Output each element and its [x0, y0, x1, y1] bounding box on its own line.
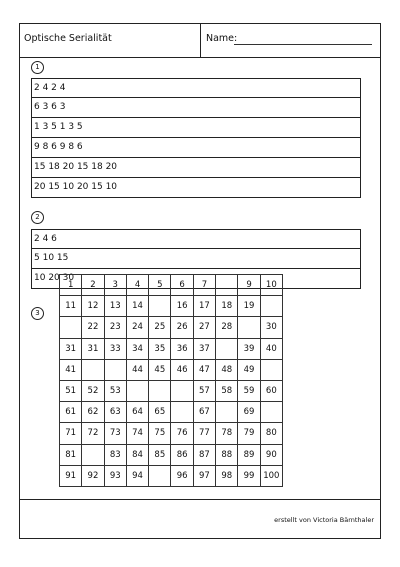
hundred-chart-cell: 10	[260, 275, 282, 296]
hundred-chart-cell: 84	[126, 444, 148, 465]
hundred-chart-empty-cell[interactable]	[82, 444, 104, 465]
header-separator	[20, 57, 380, 58]
hundred-chart-empty-cell[interactable]	[260, 359, 282, 380]
hundred-chart-cell: 36	[171, 338, 193, 359]
hundred-chart-cell: 94	[126, 465, 148, 486]
hundred-chart-cell: 23	[104, 317, 126, 338]
hundred-chart-cell: 80	[260, 423, 282, 444]
footer-separator	[20, 499, 380, 500]
hundred-chart-cell: 65	[149, 402, 171, 423]
hundred-chart-cell: 6	[171, 275, 193, 296]
hundred-chart-cell: 88	[216, 444, 238, 465]
hundred-chart-cell: 67	[193, 402, 215, 423]
hundred-chart-row	[60, 402, 283, 423]
hundred-chart-empty-cell[interactable]	[60, 317, 82, 338]
hundred-chart-cell: 46	[171, 359, 193, 380]
hundred-chart-cell: 35	[149, 338, 171, 359]
hundred-chart-cell: 1	[60, 275, 82, 296]
hundred-chart-empty-cell[interactable]	[149, 296, 171, 317]
hundred-chart-cell: 47	[193, 359, 215, 380]
hundred-chart-cell: 24	[126, 317, 148, 338]
hundred-chart-row	[60, 338, 283, 359]
hundred-chart-empty-cell[interactable]	[216, 402, 238, 423]
hundred-chart-cell: 2	[82, 275, 104, 296]
hundred-chart-cell: 51	[60, 380, 82, 401]
hundred-chart-row	[60, 359, 283, 380]
hundred-chart-cell: 31	[82, 338, 104, 359]
hundred-chart-cell: 96	[171, 465, 193, 486]
hundred-chart-cell: 18	[216, 296, 238, 317]
hundred-chart-cell: 78	[216, 423, 238, 444]
hundred-chart-cell: 48	[216, 359, 238, 380]
hundred-chart-cell: 92	[82, 465, 104, 486]
hundred-chart-cell: 57	[193, 380, 215, 401]
hundred-chart-cell: 53	[104, 380, 126, 401]
hundred-chart-row	[60, 380, 283, 401]
hundred-chart-cell: 26	[171, 317, 193, 338]
series-row: 15 18 20 15 18 20	[31, 158, 361, 178]
hundred-chart-cell: 9	[238, 275, 260, 296]
hundred-chart-cell: 13	[104, 296, 126, 317]
hundred-chart-cell: 73	[104, 423, 126, 444]
hundred-chart-empty-cell[interactable]	[171, 402, 193, 423]
hundred-chart-cell: 79	[238, 423, 260, 444]
hundred-chart-cell: 19	[238, 296, 260, 317]
section-1-number: 1	[31, 61, 44, 74]
hundred-chart-cell: 39	[238, 338, 260, 359]
hundred-chart-cell: 75	[149, 423, 171, 444]
hundred-chart-empty-cell[interactable]	[260, 296, 282, 317]
hundred-chart-cell: 74	[126, 423, 148, 444]
author-credit: erstellt von Victoria Bärnthaler	[274, 516, 374, 524]
hundred-chart-empty-cell[interactable]	[104, 359, 126, 380]
hundred-chart-cell: 77	[193, 423, 215, 444]
series-row: 6 3 6 3	[31, 98, 361, 118]
hundred-chart-empty-cell[interactable]	[126, 380, 148, 401]
hundred-chart-cell: 81	[60, 444, 82, 465]
hundred-chart-cell: 40	[260, 338, 282, 359]
hundred-chart-cell: 76	[171, 423, 193, 444]
hundred-chart-cell: 63	[104, 402, 126, 423]
series-row: 2 4 2 4	[31, 78, 361, 98]
header-divider	[200, 24, 201, 57]
hundred-chart-row	[60, 275, 283, 296]
hundred-chart-cell: 100	[260, 465, 282, 486]
hundred-chart-cell: 4	[126, 275, 148, 296]
hundred-chart-cell: 49	[238, 359, 260, 380]
hundred-chart-cell: 7	[193, 275, 215, 296]
series-row: 20 15 10 20 15 10	[31, 178, 361, 198]
hundred-chart-cell: 17	[193, 296, 215, 317]
hundred-chart-empty-cell[interactable]	[216, 275, 238, 296]
hundred-chart-cell: 87	[193, 444, 215, 465]
hundred-chart-cell: 86	[171, 444, 193, 465]
hundred-chart-cell: 83	[104, 444, 126, 465]
hundred-chart-empty-cell[interactable]	[149, 380, 171, 401]
hundred-chart-cell: 34	[126, 338, 148, 359]
hundred-chart-cell: 59	[238, 380, 260, 401]
hundred-chart-cell: 85	[149, 444, 171, 465]
hundred-chart-cell: 14	[126, 296, 148, 317]
hundred-chart-cell: 91	[60, 465, 82, 486]
series-row: 10 20 30	[31, 269, 361, 289]
hundred-chart-empty-cell[interactable]	[238, 317, 260, 338]
section-3-number: 3	[31, 307, 44, 320]
hundred-chart-cell: 27	[193, 317, 215, 338]
name-field-line[interactable]	[234, 44, 372, 45]
hundred-chart-row	[60, 444, 283, 465]
name-label: Name:	[206, 33, 238, 44]
hundred-chart-cell: 16	[171, 296, 193, 317]
hundred-chart-cell: 52	[82, 380, 104, 401]
hundred-chart-cell: 61	[60, 402, 82, 423]
hundred-chart-cell: 89	[238, 444, 260, 465]
hundred-chart-cell: 64	[126, 402, 148, 423]
hundred-chart-row	[60, 296, 283, 317]
hundred-chart-empty-cell[interactable]	[171, 380, 193, 401]
hundred-chart-row	[60, 465, 283, 486]
hundred-chart-row	[60, 317, 283, 338]
hundred-chart-cell: 30	[260, 317, 282, 338]
hundred-chart-cell: 31	[60, 338, 82, 359]
hundred-chart	[59, 274, 283, 487]
hundred-chart-cell: 37	[193, 338, 215, 359]
hundred-chart-cell: 3	[104, 275, 126, 296]
hundred-chart-cell: 97	[193, 465, 215, 486]
hundred-chart-cell: 25	[149, 317, 171, 338]
worksheet-title: Optische Serialität	[24, 33, 112, 44]
hundred-chart-cell: 22	[82, 317, 104, 338]
hundred-chart-cell: 71	[60, 423, 82, 444]
section-1-rows	[31, 78, 361, 198]
hundred-chart-cell: 93	[104, 465, 126, 486]
hundred-chart-cell: 44	[126, 359, 148, 380]
hundred-chart-cell: 45	[149, 359, 171, 380]
hundred-chart-cell: 90	[260, 444, 282, 465]
hundred-chart-cell: 5	[149, 275, 171, 296]
section-2-number: 2	[31, 211, 44, 224]
hundred-chart-cell: 33	[104, 338, 126, 359]
hundred-chart-empty-cell[interactable]	[149, 465, 171, 486]
hundred-chart-empty-cell[interactable]	[82, 359, 104, 380]
series-row: 1 3 5 1 3 5	[31, 118, 361, 138]
hundred-chart-cell: 11	[60, 296, 82, 317]
series-row: 2 4 6	[31, 229, 361, 249]
hundred-chart-cell: 62	[82, 402, 104, 423]
hundred-chart-cell: 72	[82, 423, 104, 444]
hundred-chart-empty-cell[interactable]	[216, 338, 238, 359]
hundred-chart-cell: 12	[82, 296, 104, 317]
hundred-chart-cell: 58	[216, 380, 238, 401]
series-row: 5 10 15	[31, 249, 361, 269]
hundred-chart-row	[60, 423, 283, 444]
series-row: 9 8 6 9 8 6	[31, 138, 361, 158]
hundred-chart-cell: 99	[238, 465, 260, 486]
hundred-chart-cell: 98	[216, 465, 238, 486]
hundred-chart-empty-cell[interactable]	[260, 402, 282, 423]
hundred-chart-cell: 28	[216, 317, 238, 338]
hundred-chart-cell: 60	[260, 380, 282, 401]
hundred-chart-cell: 41	[60, 359, 82, 380]
hundred-chart-cell: 69	[238, 402, 260, 423]
